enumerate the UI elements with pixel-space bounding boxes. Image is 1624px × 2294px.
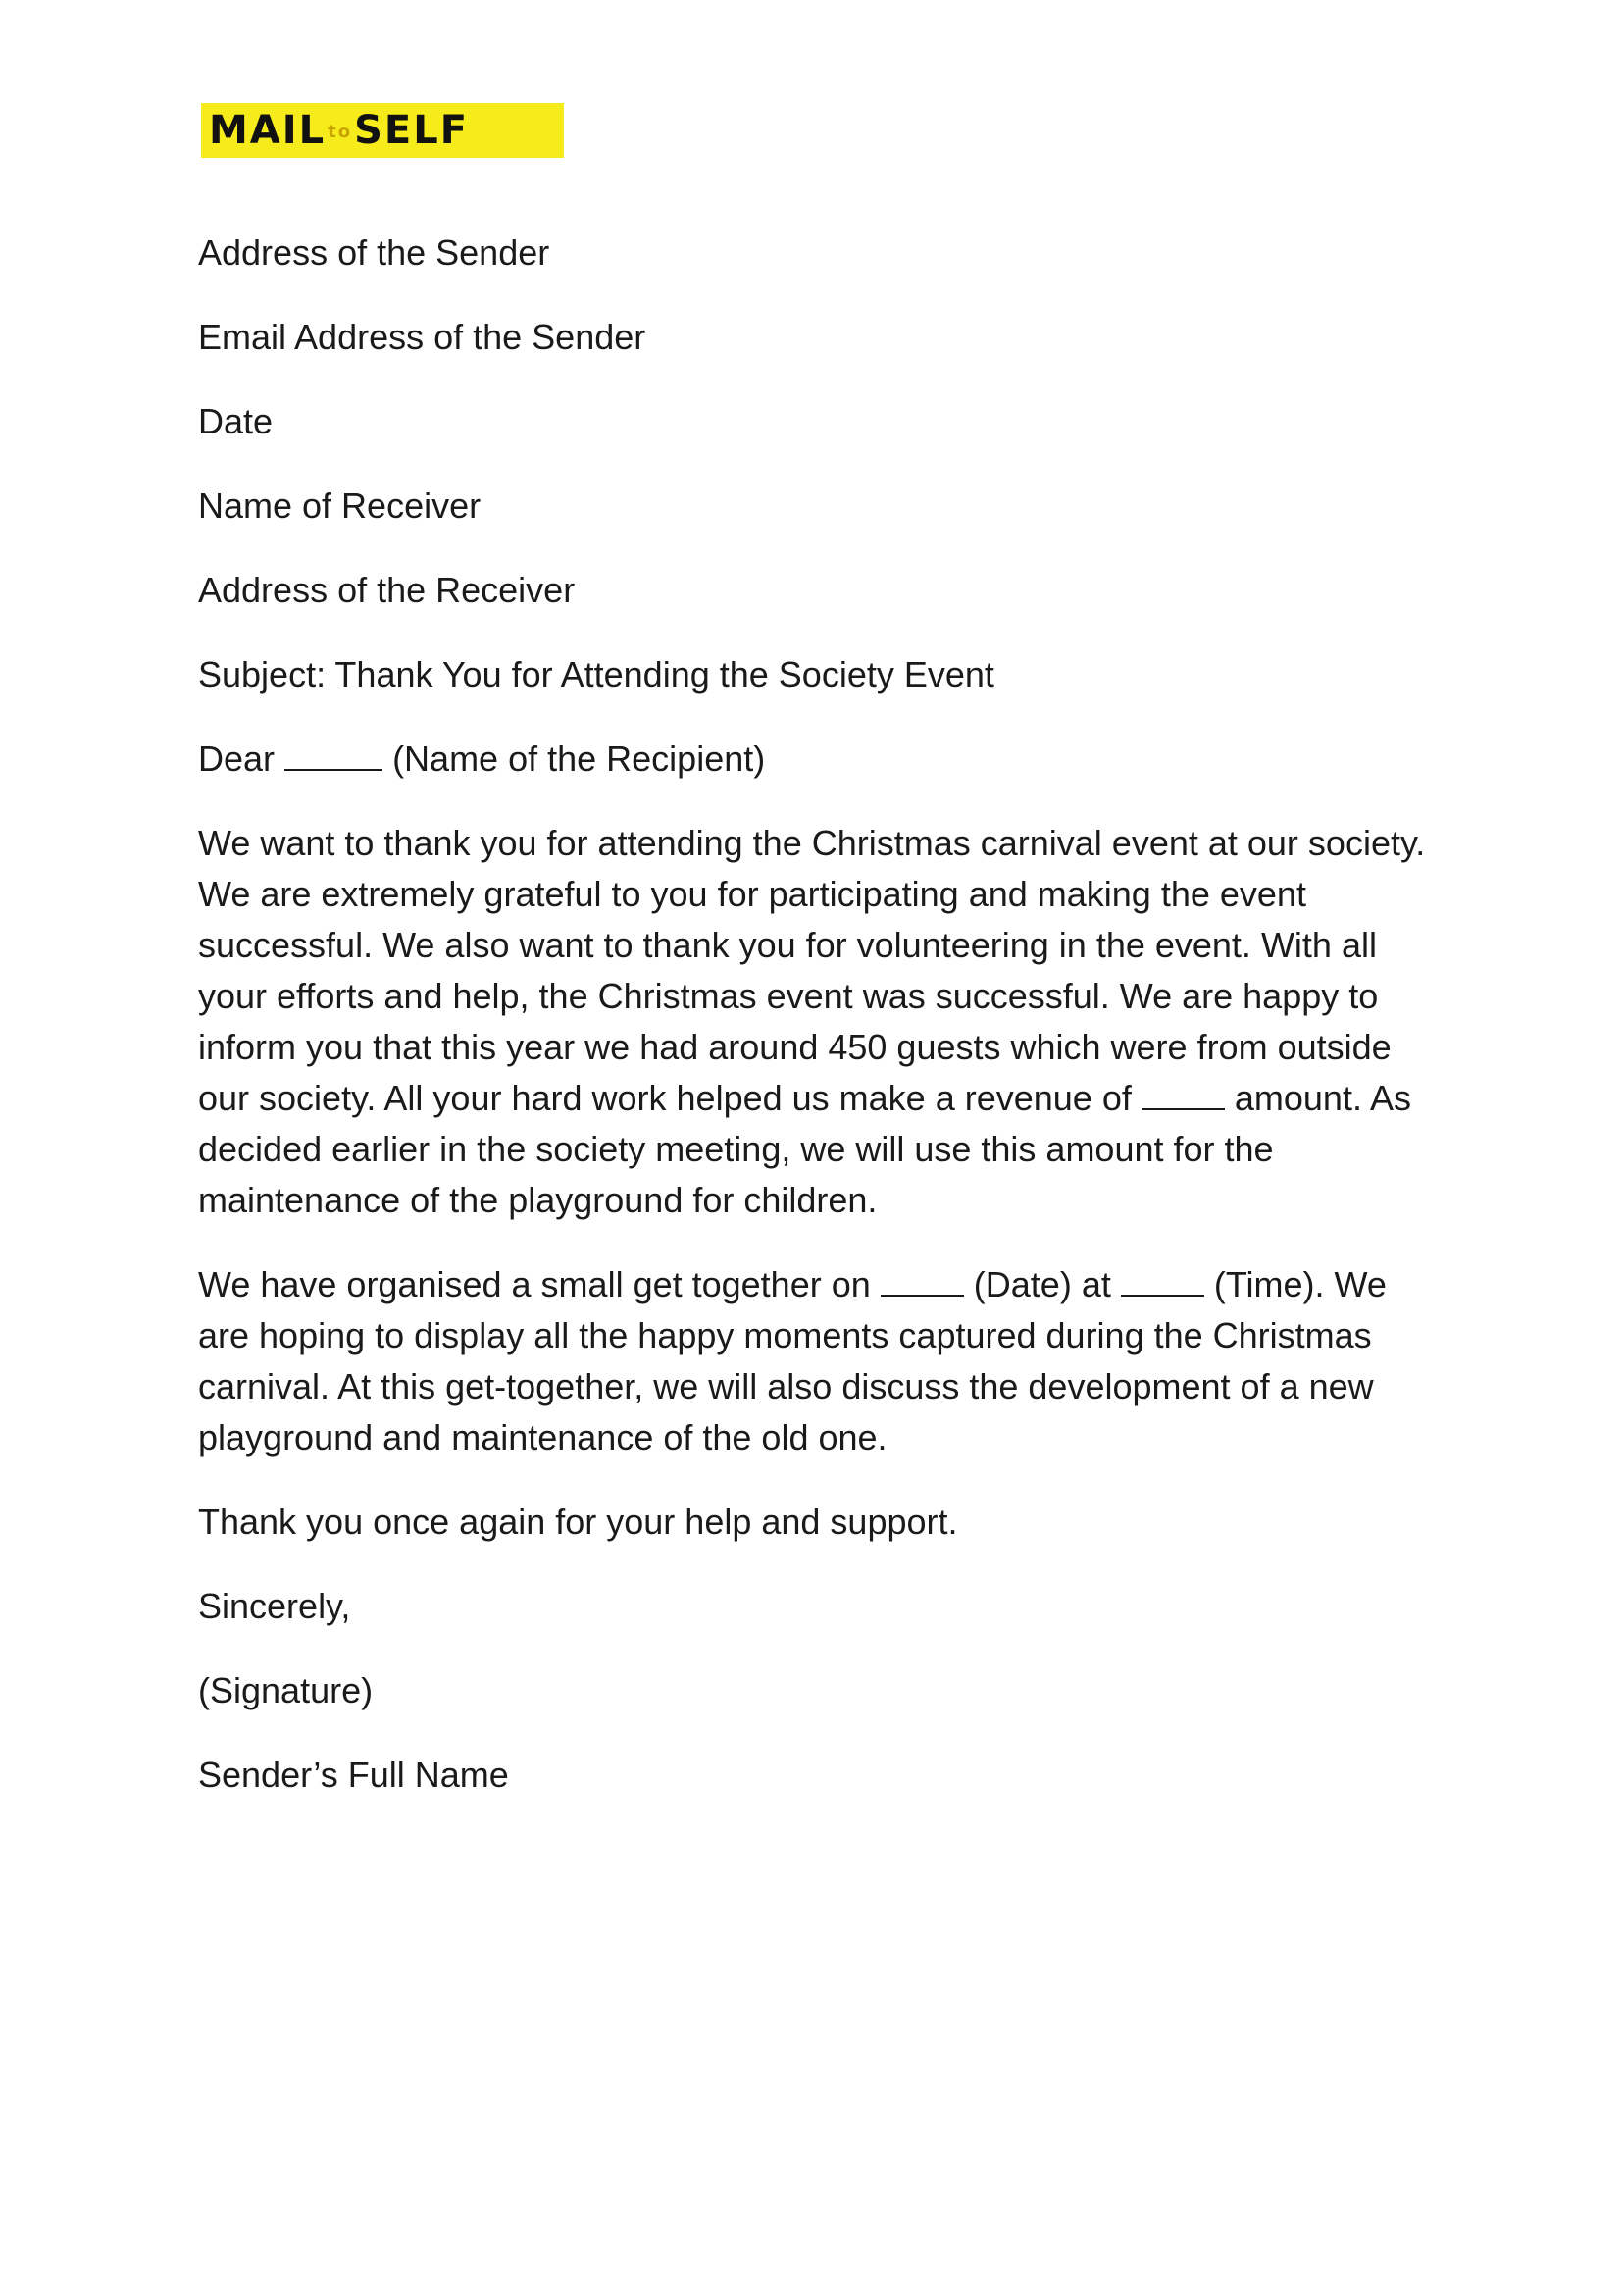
sender-full-name: Sender’s Full Name [198, 1755, 509, 1795]
signature-placeholder: (Signature) [198, 1670, 374, 1710]
time-blank [1121, 1265, 1204, 1297]
body-paragraph-2 [198, 1259, 1444, 1463]
p1-text-b: amount. As decided earlier in the society meeting, we will use this amount for the maintenance of the playground for children. [198, 1078, 1411, 1220]
revenue-amount-blank [1142, 1079, 1225, 1110]
body-paragraph-3: Thank you once again for your help and support. [198, 1502, 958, 1542]
receiver-address: Address of the Receiver [198, 570, 576, 610]
salutation-suffix: (Name of the Recipient) [392, 739, 766, 779]
letter-content [198, 228, 1444, 1834]
sender-address: Address of the Sender [198, 232, 550, 273]
p1-text-a: We want to thank you for attending the Christmas carnival event at our society. We are extremely grateful to you for participating and making the event successful. We also want to thank you for volunteering in the event. With all your efforts and help, the Christmas event was successful. We are happy to inform you that this year we had around 450 guests which were from outside our society. All your hard work helped us make a revenue of [198, 823, 1426, 1118]
salutation-prefix: Dear [198, 739, 276, 779]
letter-subject: Subject: Thank You for Attending the Society Event [198, 654, 994, 694]
letter-date: Date [198, 401, 274, 441]
date-blank [881, 1265, 964, 1297]
logo-text: MAIL toSELF [209, 108, 470, 153]
salutation [198, 734, 1444, 785]
sign-off: Sincerely, [198, 1586, 351, 1626]
body-paragraph-1 [198, 818, 1444, 1226]
p2-text-c: (Time). We are hoping to display all the happy moments captured during the Christmas carnival. At this get-together, we will also discuss the development of a new playground and maintenance of the old one. [198, 1264, 1387, 1457]
p2-text-a: We have organised a small get together on [198, 1264, 871, 1304]
p2-text-b: (Date) at [973, 1264, 1111, 1304]
sender-email: Email Address of the Sender [198, 317, 646, 357]
receiver-name: Name of Receiver [198, 485, 482, 526]
mailtoself-logo [201, 103, 564, 158]
recipient-name-blank [284, 739, 382, 771]
